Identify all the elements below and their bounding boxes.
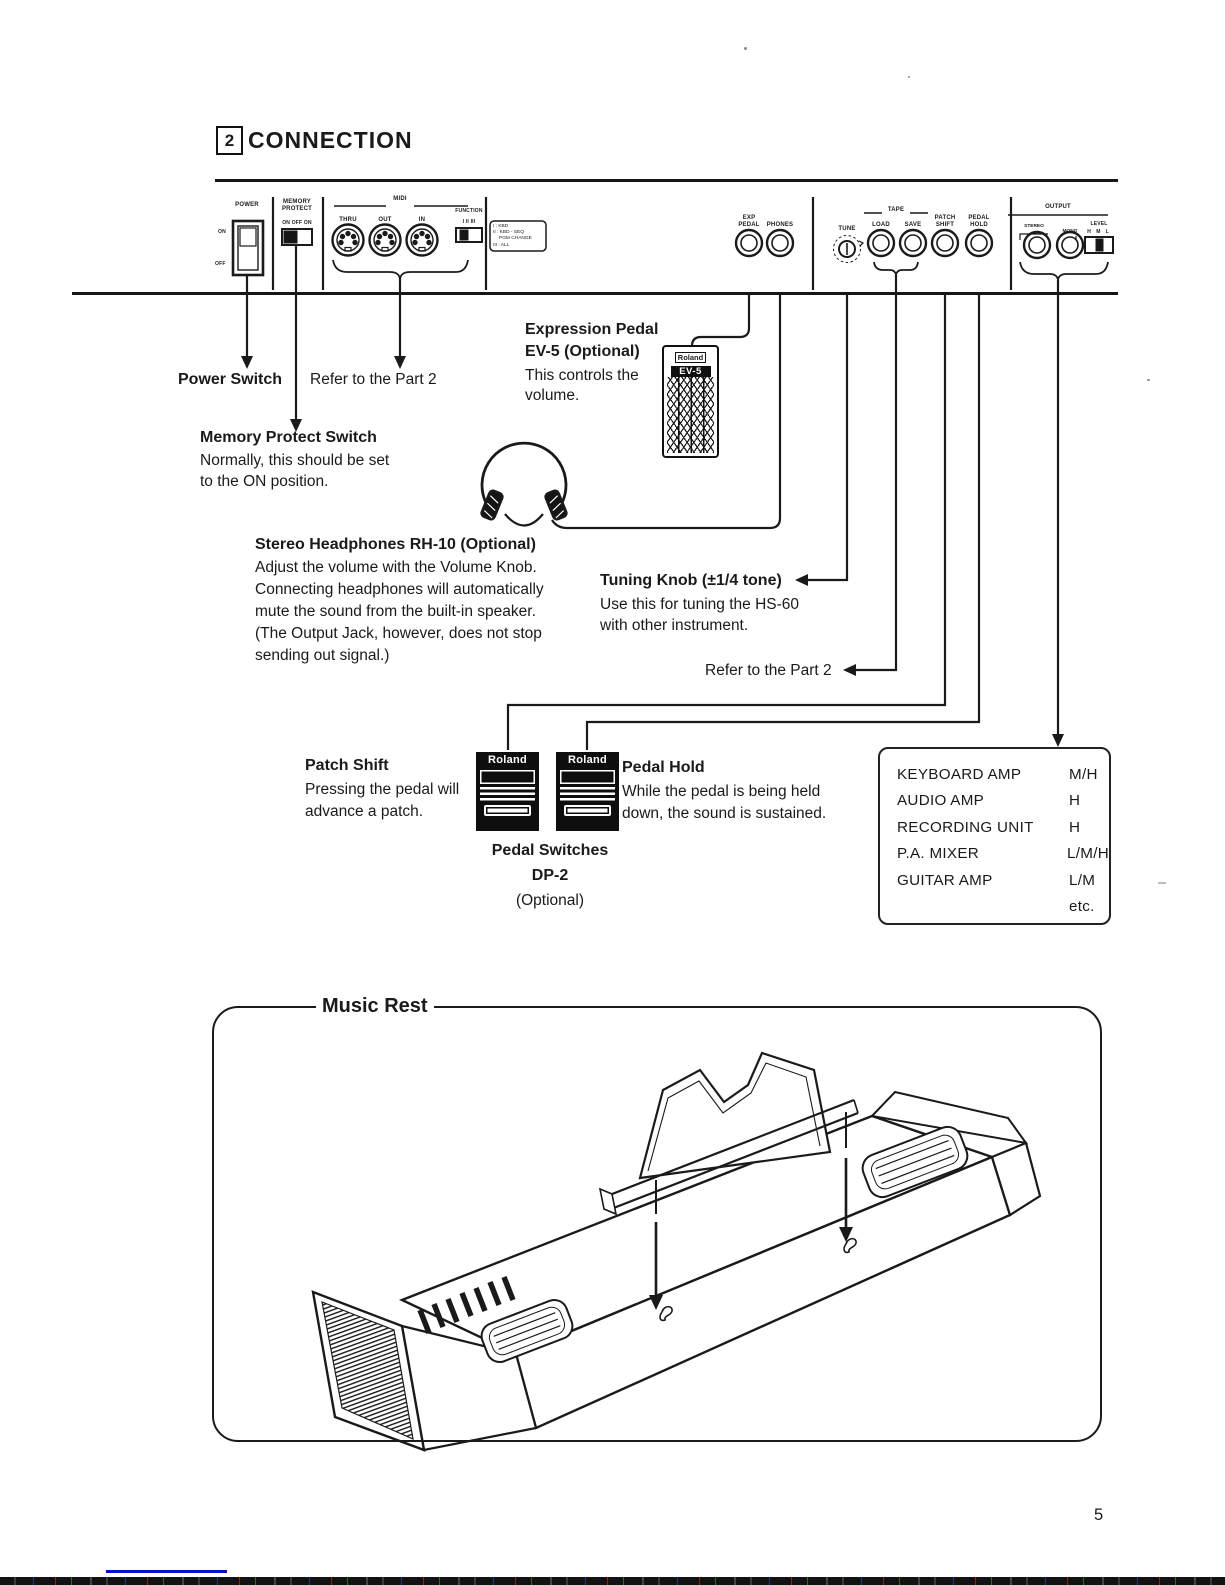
expression-pedal-line-1: This controls the bbox=[525, 367, 639, 384]
headphones-line-3: mute the sound from the built-in speaker. bbox=[255, 603, 536, 620]
memory-protect-label-1: MEMORY bbox=[283, 199, 311, 205]
dp2-pedal-stripes bbox=[480, 787, 535, 802]
pedal-switches-caption bbox=[455, 838, 645, 913]
amp-level: etc. bbox=[1069, 898, 1095, 916]
pedal-switches-line-2: DP-2 bbox=[531, 867, 569, 884]
memory-protect-switch-graphic bbox=[282, 229, 312, 245]
output-stereo-label: STEREO bbox=[1024, 224, 1044, 229]
power-label: POWER bbox=[235, 202, 259, 208]
memory-protect-positions: ON OFF ON bbox=[282, 220, 312, 226]
patch-shift-label-1: PATCH bbox=[934, 215, 956, 221]
legend-line: II : KBD - SEQ bbox=[493, 230, 524, 236]
table-row bbox=[880, 814, 1109, 841]
amp-name: AUDIO AMP bbox=[897, 792, 985, 810]
output-level-label: LEVEL bbox=[1090, 221, 1108, 227]
dp2-pedal-bar bbox=[560, 770, 615, 784]
tune-label: TUNE bbox=[838, 226, 856, 232]
dp2-brand-label: Roland bbox=[487, 754, 528, 766]
table-row bbox=[880, 788, 1109, 815]
headphones-line-1: Adjust the volume with the Volume Knob. bbox=[255, 559, 537, 576]
dp2-pedal-bar bbox=[480, 770, 535, 784]
expression-pedal-title-1: Expression Pedal bbox=[525, 321, 659, 338]
headphones-line-4: (The Output Jack, however, does not stop bbox=[255, 625, 542, 642]
pedal-hold-label-2: HOLD bbox=[970, 222, 988, 228]
music-rest-label: Music Rest bbox=[316, 995, 434, 1018]
exp-pedal-label-1: EXP bbox=[742, 215, 756, 221]
amp-connection-table bbox=[878, 747, 1111, 925]
power-switch-annotation: Power Switch bbox=[178, 371, 283, 388]
function-positions: I II III bbox=[462, 219, 476, 225]
scan-speck bbox=[1158, 882, 1166, 884]
amp-name: GUITAR AMP bbox=[897, 871, 993, 889]
dp2-pedal-slot bbox=[484, 805, 531, 816]
table-row bbox=[880, 761, 1109, 788]
refer-part2-mid-annotation: Refer to the Part 2 bbox=[705, 662, 832, 679]
pedal-hold-line-1: While the pedal is being held bbox=[622, 783, 821, 800]
power-switch-graphic bbox=[233, 221, 263, 275]
tuning-knob-title: Tuning Knob (±1/4 tone) bbox=[600, 572, 782, 589]
group-braces bbox=[333, 260, 1108, 280]
midi-thru-label: THRU bbox=[339, 217, 357, 223]
exp-pedal-label-2: PEDAL bbox=[738, 222, 760, 228]
output-level-positions: H M L bbox=[1087, 229, 1111, 235]
memory-protect-line-2: to the ON position. bbox=[200, 473, 329, 490]
tape-save-label: SAVE bbox=[904, 222, 922, 228]
power-on-label: ON bbox=[218, 229, 226, 235]
legend-line: III : ALL bbox=[493, 242, 510, 248]
table-row bbox=[880, 867, 1109, 894]
dp2-pedal-hold bbox=[556, 752, 619, 831]
scan-speck bbox=[908, 76, 910, 78]
amp-level: L/M/H bbox=[1066, 845, 1109, 863]
scan-speck bbox=[1147, 379, 1150, 381]
ev5-pedal-illustration bbox=[662, 345, 719, 458]
amp-name: P.A. MIXER bbox=[897, 845, 980, 863]
amp-level: M/H bbox=[1069, 765, 1098, 783]
power-off-label: OFF bbox=[215, 261, 226, 267]
midi-in-label: IN bbox=[418, 217, 426, 223]
amp-level: H bbox=[1069, 792, 1081, 810]
pedal-hold-title: Pedal Hold bbox=[622, 759, 705, 776]
amp-name: KEYBOARD AMP bbox=[897, 765, 1022, 783]
tape-group-label: TAPE bbox=[887, 207, 905, 213]
dp2-pedal-stripes bbox=[560, 787, 615, 802]
patch-shift-label-2: SHIFT bbox=[935, 222, 955, 228]
memory-protect-label-2: PROTECT bbox=[281, 206, 313, 212]
amp-level: H bbox=[1069, 818, 1081, 836]
patch-shift-line-1: Pressing the pedal will bbox=[305, 781, 460, 798]
music-rest-box bbox=[212, 1006, 1102, 1442]
tuning-knob-line-1: Use this for tuning the HS-60 bbox=[600, 596, 800, 613]
ev5-tread-pattern bbox=[667, 377, 714, 453]
legend-line: PGM CHANGE bbox=[499, 236, 532, 242]
headphones-line-5: sending out signal.) bbox=[255, 647, 390, 664]
page-title: CONNECTION bbox=[248, 127, 413, 153]
legend-line: I : KBD bbox=[493, 224, 509, 229]
function-label: FUNCTION bbox=[455, 208, 483, 214]
headphones-title: Stereo Headphones RH-10 (Optional) bbox=[255, 536, 536, 553]
headphones-illustration bbox=[480, 443, 567, 525]
function-legend bbox=[493, 224, 532, 249]
dp2-pedal-patch-shift bbox=[476, 752, 539, 831]
tune-knob-graphic bbox=[834, 236, 864, 263]
headphones-line-2: Connecting headphones will automatically bbox=[255, 581, 544, 598]
amp-level: L/M bbox=[1069, 871, 1096, 889]
ev5-model-label: EV-5 bbox=[671, 366, 711, 377]
pedal-hold-label-1: PEDAL bbox=[968, 215, 990, 221]
patch-shift-line-2: advance a patch. bbox=[305, 803, 424, 820]
dp2-brand-label: Roland bbox=[567, 754, 608, 766]
dp2-pedal-slot bbox=[564, 805, 611, 816]
table-row bbox=[880, 894, 1109, 921]
tape-load-label: LOAD bbox=[872, 222, 890, 228]
expression-pedal-line-2: volume. bbox=[525, 387, 580, 404]
scan-speck bbox=[744, 47, 747, 50]
midi-din-connectors bbox=[333, 225, 438, 256]
table-row bbox=[880, 841, 1109, 868]
page-number: 5 bbox=[1094, 1506, 1104, 1524]
midi-group-label: MIDI bbox=[393, 196, 407, 202]
expression-pedal-title-2: EV-5 (Optional) bbox=[525, 343, 640, 360]
phones-label: PHONES bbox=[766, 222, 794, 228]
pedal-hold-line-2: down, the sound is sustained. bbox=[622, 805, 827, 822]
amp-name: RECORDING UNIT bbox=[897, 818, 1034, 836]
ev5-brand-label: Roland bbox=[675, 352, 706, 363]
patch-shift-title: Patch Shift bbox=[305, 757, 389, 774]
pedal-switches-line-1: Pedal Switches bbox=[491, 842, 609, 859]
scan-edge-noise bbox=[0, 1577, 1225, 1585]
pedal-switches-line-3: (Optional) bbox=[515, 892, 585, 909]
tuning-knob-line-2: with other instrument. bbox=[600, 617, 749, 634]
memory-protect-title: Memory Protect Switch bbox=[200, 429, 377, 446]
scan-blue-line bbox=[106, 1570, 227, 1573]
memory-protect-line-1: Normally, this should be set bbox=[200, 452, 390, 469]
output-mono-label: MONO bbox=[1062, 229, 1078, 234]
section-number-box: 2 bbox=[216, 126, 243, 155]
output-group-label: OUTPUT bbox=[1045, 204, 1071, 210]
refer-part2-top-annotation: Refer to the Part 2 bbox=[310, 371, 437, 388]
midi-out-label: OUT bbox=[378, 217, 392, 223]
